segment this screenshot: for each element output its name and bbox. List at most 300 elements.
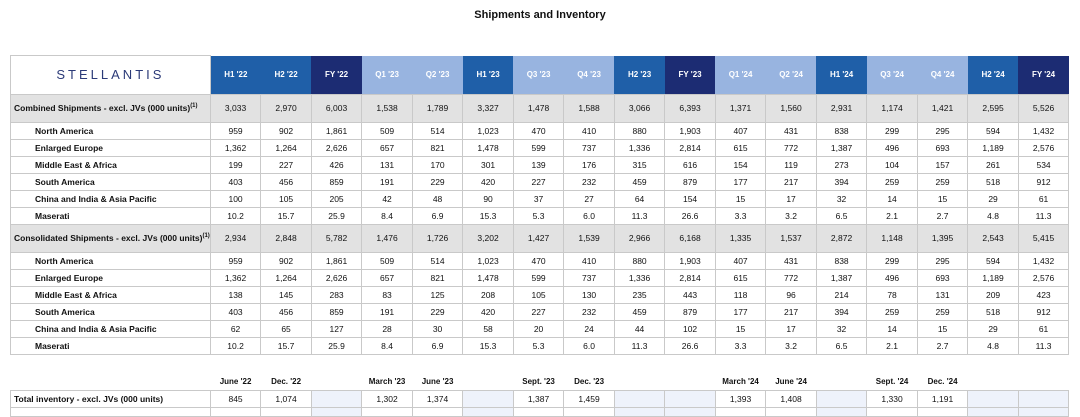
region-value: 1,903	[665, 253, 716, 270]
region-value: 1,387	[816, 270, 867, 287]
region-value: 1,362	[210, 270, 261, 287]
region-value: 403	[210, 174, 261, 191]
region-value: 11.3	[614, 208, 665, 225]
region-value: 514	[412, 253, 463, 270]
inventory-value	[463, 391, 514, 408]
region-label: South America	[11, 304, 211, 321]
region-value: 2,626	[311, 270, 362, 287]
region-value: 138	[210, 287, 261, 304]
period-header: Q2 '23	[412, 56, 463, 95]
region-value: 2.1	[867, 208, 918, 225]
region-value: 1,478	[463, 140, 514, 157]
total-value: 1,148	[867, 225, 918, 253]
region-value: 104	[867, 157, 918, 174]
region-value: 131	[362, 157, 413, 174]
region-value: 509	[362, 123, 413, 140]
region-value: 6.0	[564, 338, 615, 355]
region-value: 657	[362, 140, 413, 157]
region-value: 301	[463, 157, 514, 174]
period-header: Q1 '24	[715, 56, 766, 95]
region-value: 78	[867, 287, 918, 304]
inventory-value: 1,302	[362, 391, 413, 408]
region-value: 26.6	[665, 338, 716, 355]
spacer	[917, 355, 968, 374]
total-value: 2,931	[816, 95, 867, 123]
inventory-value: 1,387	[513, 391, 564, 408]
region-value: 456	[261, 304, 312, 321]
region-value: 2,814	[665, 140, 716, 157]
region-value: 10.2	[210, 338, 261, 355]
region-value: 821	[412, 140, 463, 157]
region-value: 1,336	[614, 140, 665, 157]
combined-region-row	[11, 208, 1069, 225]
inventory-date	[614, 373, 665, 391]
region-value: 431	[766, 123, 817, 140]
region-value: 139	[513, 157, 564, 174]
spacer	[715, 355, 766, 374]
region-value: 14	[867, 321, 918, 338]
region-value: 657	[362, 270, 413, 287]
total-value: 1,539	[564, 225, 615, 253]
region-value: 24	[564, 321, 615, 338]
period-header: H1 '23	[463, 56, 514, 95]
region-value: 2.1	[867, 338, 918, 355]
inventory-value	[311, 391, 362, 408]
region-value: 403	[210, 304, 261, 321]
region-value: 208	[463, 287, 514, 304]
region-value: 693	[917, 270, 968, 287]
region-value: 83	[362, 287, 413, 304]
region-value: 25.9	[311, 208, 362, 225]
region-value: 2,814	[665, 270, 716, 287]
region-value: 191	[362, 304, 413, 321]
region-value: 879	[665, 304, 716, 321]
region-value: 259	[917, 304, 968, 321]
inventory-value: 1,408	[766, 391, 817, 408]
consolidated-region-row	[11, 321, 1069, 338]
inventory-value: 1,459	[564, 391, 615, 408]
region-value: 1,023	[463, 253, 514, 270]
region-value: 105	[261, 191, 312, 208]
region-value: 32	[816, 191, 867, 208]
region-value: 90	[463, 191, 514, 208]
region-value: 48	[412, 191, 463, 208]
region-value: 394	[816, 174, 867, 191]
region-value: 15	[715, 321, 766, 338]
region-value: 8.4	[362, 338, 413, 355]
consolidated-region-row	[11, 253, 1069, 270]
inventory-date	[816, 373, 867, 391]
region-value: 299	[867, 123, 918, 140]
inventory-date	[665, 373, 716, 391]
footnote-marker: (1)	[190, 103, 198, 110]
region-value: 227	[261, 157, 312, 174]
region-value: 10.2	[210, 208, 261, 225]
inventory-date: June '23	[421, 377, 454, 386]
region-value: 1,903	[665, 123, 716, 140]
region-value: 259	[867, 304, 918, 321]
combined-region-row	[11, 140, 1069, 157]
total-value: 1,174	[867, 95, 918, 123]
region-value: 177	[715, 174, 766, 191]
region-value: 15	[917, 321, 968, 338]
region-value: 3.3	[715, 208, 766, 225]
region-value: 821	[412, 270, 463, 287]
total-value: 1,588	[564, 95, 615, 123]
region-value: 145	[261, 287, 312, 304]
region-value: 420	[463, 304, 514, 321]
total-value: 2,966	[614, 225, 665, 253]
inventory-date	[968, 373, 1019, 391]
region-value: 423	[1018, 287, 1069, 304]
inventory-value	[665, 391, 716, 408]
total-value: 5,782	[311, 225, 362, 253]
region-value: 859	[311, 304, 362, 321]
region-value: 232	[564, 304, 615, 321]
region-value: 859	[311, 174, 362, 191]
region-value: 15	[917, 191, 968, 208]
total-value: 1,371	[715, 95, 766, 123]
spacer	[261, 355, 312, 374]
total-value: 5,526	[1018, 95, 1069, 123]
region-value: 42	[362, 191, 413, 208]
total-value: 6,168	[665, 225, 716, 253]
total-value: 2,595	[968, 95, 1019, 123]
region-value: 14	[867, 191, 918, 208]
region-value: 28	[362, 321, 413, 338]
region-value: 1,264	[261, 270, 312, 287]
total-value: 1,395	[917, 225, 968, 253]
region-value: 235	[614, 287, 665, 304]
period-header: Q4 '23	[564, 56, 615, 95]
inventory-value	[614, 391, 665, 408]
region-value: 1,478	[463, 270, 514, 287]
region-value: 737	[564, 270, 615, 287]
region-value: 29	[968, 191, 1019, 208]
region-value: 58	[463, 321, 514, 338]
region-value: 407	[715, 123, 766, 140]
total-value: 2,848	[261, 225, 312, 253]
region-value: 100	[210, 191, 261, 208]
region-value: 118	[715, 287, 766, 304]
region-value: 32	[816, 321, 867, 338]
region-value: 127	[311, 321, 362, 338]
region-value: 259	[917, 174, 968, 191]
inventory-value	[1018, 391, 1069, 408]
spacer-row	[11, 355, 1069, 374]
region-value: 232	[564, 174, 615, 191]
region-value: 96	[766, 287, 817, 304]
total-value: 1,726	[412, 225, 463, 253]
region-label: South America	[11, 174, 211, 191]
inventory-date: Sept. '24	[875, 377, 909, 386]
period-header: H2 '24	[968, 56, 1019, 95]
region-value: 11.3	[1018, 338, 1069, 355]
footnote-marker: (1)	[202, 233, 210, 240]
region-value: 456	[261, 174, 312, 191]
region-label: North America	[11, 253, 211, 270]
spacer	[766, 355, 817, 374]
region-label: China and India & Asia Pacific	[11, 321, 211, 338]
inventory-value: 1,374	[412, 391, 463, 408]
spacer	[564, 355, 615, 374]
region-value: 394	[816, 304, 867, 321]
region-value: 912	[1018, 174, 1069, 191]
total-value: 1,478	[513, 95, 564, 123]
region-value: 1,264	[261, 140, 312, 157]
inventory-value: 1,191	[917, 391, 968, 408]
total-value: 3,066	[614, 95, 665, 123]
region-value: 838	[816, 123, 867, 140]
region-value: 509	[362, 253, 413, 270]
region-value: 273	[816, 157, 867, 174]
region-value: 8.4	[362, 208, 413, 225]
inventory-value: 1,393	[715, 391, 766, 408]
total-value: 1,476	[362, 225, 413, 253]
stellantis-logo: STELLANTIS	[56, 67, 165, 82]
period-header: H2 '22	[261, 56, 312, 95]
region-value: 261	[968, 157, 1019, 174]
region-value: 838	[816, 253, 867, 270]
region-value: 259	[867, 174, 918, 191]
region-value: 217	[766, 174, 817, 191]
region-value: 470	[513, 253, 564, 270]
region-value: 154	[665, 191, 716, 208]
region-value: 407	[715, 253, 766, 270]
region-value: 1,861	[311, 123, 362, 140]
region-value: 693	[917, 140, 968, 157]
period-header: Q3 '23	[513, 56, 564, 95]
region-value: 61	[1018, 321, 1069, 338]
period-header: FY '23	[665, 56, 716, 95]
region-value: 1,362	[210, 140, 261, 157]
consolidated-region-row	[11, 338, 1069, 355]
region-value: 1,861	[311, 253, 362, 270]
region-label: Enlarged Europe	[11, 270, 211, 287]
combined-region-row	[11, 191, 1069, 208]
region-value: 17	[766, 191, 817, 208]
region-value: 15.7	[261, 208, 312, 225]
region-value: 25.9	[311, 338, 362, 355]
region-value: 534	[1018, 157, 1069, 174]
inventory-date: Dec. '23	[574, 377, 605, 386]
region-label: Enlarged Europe	[11, 140, 211, 157]
consolidated-region-row	[11, 287, 1069, 304]
page-title: Shipments and Inventory	[474, 9, 606, 21]
region-value: 229	[412, 174, 463, 191]
region-value: 30	[412, 321, 463, 338]
region-label: Middle East & Africa	[11, 287, 211, 304]
period-header: H1 '22	[210, 56, 261, 95]
combined-total-row	[11, 95, 1069, 123]
region-value: 959	[210, 253, 261, 270]
region-value: 5.3	[513, 208, 564, 225]
region-value: 125	[412, 287, 463, 304]
region-value: 615	[715, 140, 766, 157]
period-header: Q4 '24	[917, 56, 968, 95]
region-value: 1,432	[1018, 253, 1069, 270]
region-value: 315	[614, 157, 665, 174]
region-label: Middle East & Africa	[11, 157, 211, 174]
region-value: 62	[210, 321, 261, 338]
spacer	[867, 355, 918, 374]
region-value: 4.8	[968, 208, 1019, 225]
spacer	[210, 355, 261, 374]
inventory-value: 845	[210, 391, 261, 408]
region-value: 2.7	[917, 338, 968, 355]
region-value: 191	[362, 174, 413, 191]
total-value: 2,934	[210, 225, 261, 253]
region-value: 6.9	[412, 338, 463, 355]
region-value: 15.7	[261, 338, 312, 355]
region-value: 20	[513, 321, 564, 338]
total-value: 1,427	[513, 225, 564, 253]
inventory-label: Total inventory - excl. JVs (000 units)	[11, 391, 211, 408]
region-value: 295	[917, 253, 968, 270]
inventory-date: Sept. '23	[522, 377, 555, 386]
logo-cell	[11, 56, 211, 95]
combined-region-row	[11, 174, 1069, 191]
spacer	[614, 355, 665, 374]
region-value: 2,626	[311, 140, 362, 157]
total-value: 3,033	[210, 95, 261, 123]
total-value: 2,543	[968, 225, 1019, 253]
spacer	[362, 355, 413, 374]
region-value: 11.3	[1018, 208, 1069, 225]
region-value: 616	[665, 157, 716, 174]
region-value: 1,432	[1018, 123, 1069, 140]
inventory-date: March '23	[368, 377, 406, 386]
region-value: 459	[614, 304, 665, 321]
region-value: 3.2	[766, 338, 817, 355]
region-value: 470	[513, 123, 564, 140]
region-value: 496	[867, 270, 918, 287]
region-label: Maserati	[11, 208, 211, 225]
region-value: 64	[614, 191, 665, 208]
region-value: 199	[210, 157, 261, 174]
header-row	[11, 56, 1069, 95]
inventory-value: 1,074	[261, 391, 312, 408]
region-value: 6.5	[816, 338, 867, 355]
total-value: 2,970	[261, 95, 312, 123]
region-value: 15.3	[463, 208, 514, 225]
region-value: 227	[513, 174, 564, 191]
region-value: 880	[614, 253, 665, 270]
consolidated-total-row	[11, 225, 1069, 253]
region-value: 283	[311, 287, 362, 304]
region-value: 518	[968, 304, 1019, 321]
region-value: 1,023	[463, 123, 514, 140]
region-value: 2,576	[1018, 270, 1069, 287]
region-value: 1,387	[816, 140, 867, 157]
inventory-date: Dec. '24	[927, 377, 958, 386]
region-value: 737	[564, 140, 615, 157]
total-value: 1,537	[766, 225, 817, 253]
region-value: 6.0	[564, 208, 615, 225]
inventory-value	[816, 391, 867, 408]
period-header: Q3 '24	[867, 56, 918, 95]
region-value: 26.6	[665, 208, 716, 225]
region-value: 170	[412, 157, 463, 174]
spacer	[513, 355, 564, 374]
total-value: 3,202	[463, 225, 514, 253]
total-value: 1,421	[917, 95, 968, 123]
total-value: 1,538	[362, 95, 413, 123]
shipments-table	[10, 55, 1069, 417]
region-value: 1,189	[968, 270, 1019, 287]
region-value: 420	[463, 174, 514, 191]
inventory-date-spacer	[11, 373, 211, 391]
region-value: 295	[917, 123, 968, 140]
region-label: North America	[11, 123, 211, 140]
consolidated-label	[11, 225, 211, 253]
region-value: 27	[564, 191, 615, 208]
region-value: 209	[968, 287, 1019, 304]
region-value: 214	[816, 287, 867, 304]
region-value: 227	[513, 304, 564, 321]
region-value: 65	[261, 321, 312, 338]
region-value: 514	[412, 123, 463, 140]
region-value: 29	[968, 321, 1019, 338]
region-value: 426	[311, 157, 362, 174]
region-value: 410	[564, 123, 615, 140]
region-value: 912	[1018, 304, 1069, 321]
inventory-date: March '24	[722, 377, 759, 386]
period-header: FY '22	[311, 56, 362, 95]
region-value: 902	[261, 123, 312, 140]
region-value: 37	[513, 191, 564, 208]
spacer	[11, 355, 211, 374]
region-value: 772	[766, 140, 817, 157]
region-value: 5.3	[513, 338, 564, 355]
region-value: 176	[564, 157, 615, 174]
region-value: 1,189	[968, 140, 1019, 157]
region-value: 410	[564, 253, 615, 270]
total-value: 6,393	[665, 95, 716, 123]
inventory-date: June '22	[219, 377, 252, 386]
section-label: Combined Shipments - excl. JVs (000 units)	[14, 103, 191, 113]
region-value: 594	[968, 253, 1019, 270]
region-value: 431	[766, 253, 817, 270]
region-value: 119	[766, 157, 817, 174]
period-header: Q2 '24	[766, 56, 817, 95]
region-value: 880	[614, 123, 665, 140]
region-value: 518	[968, 174, 1019, 191]
total-value: 6,003	[311, 95, 362, 123]
region-value: 131	[917, 287, 968, 304]
consolidated-region-row	[11, 304, 1069, 321]
region-value: 299	[867, 253, 918, 270]
region-value: 44	[614, 321, 665, 338]
region-value: 4.8	[968, 338, 1019, 355]
inventory-date: Dec. '22	[271, 377, 302, 386]
region-value: 3.3	[715, 338, 766, 355]
region-value: 205	[311, 191, 362, 208]
region-value: 3.2	[766, 208, 817, 225]
region-value: 130	[564, 287, 615, 304]
region-value: 102	[665, 321, 716, 338]
region-value: 2,576	[1018, 140, 1069, 157]
spacer	[665, 355, 716, 374]
region-value: 154	[715, 157, 766, 174]
total-value: 5,415	[1018, 225, 1069, 253]
region-value: 594	[968, 123, 1019, 140]
region-label: Maserati	[11, 338, 211, 355]
region-label: China and India & Asia Pacific	[11, 191, 211, 208]
region-value: 11.3	[614, 338, 665, 355]
combined-region-row	[11, 157, 1069, 174]
inventory-date	[1018, 373, 1069, 391]
